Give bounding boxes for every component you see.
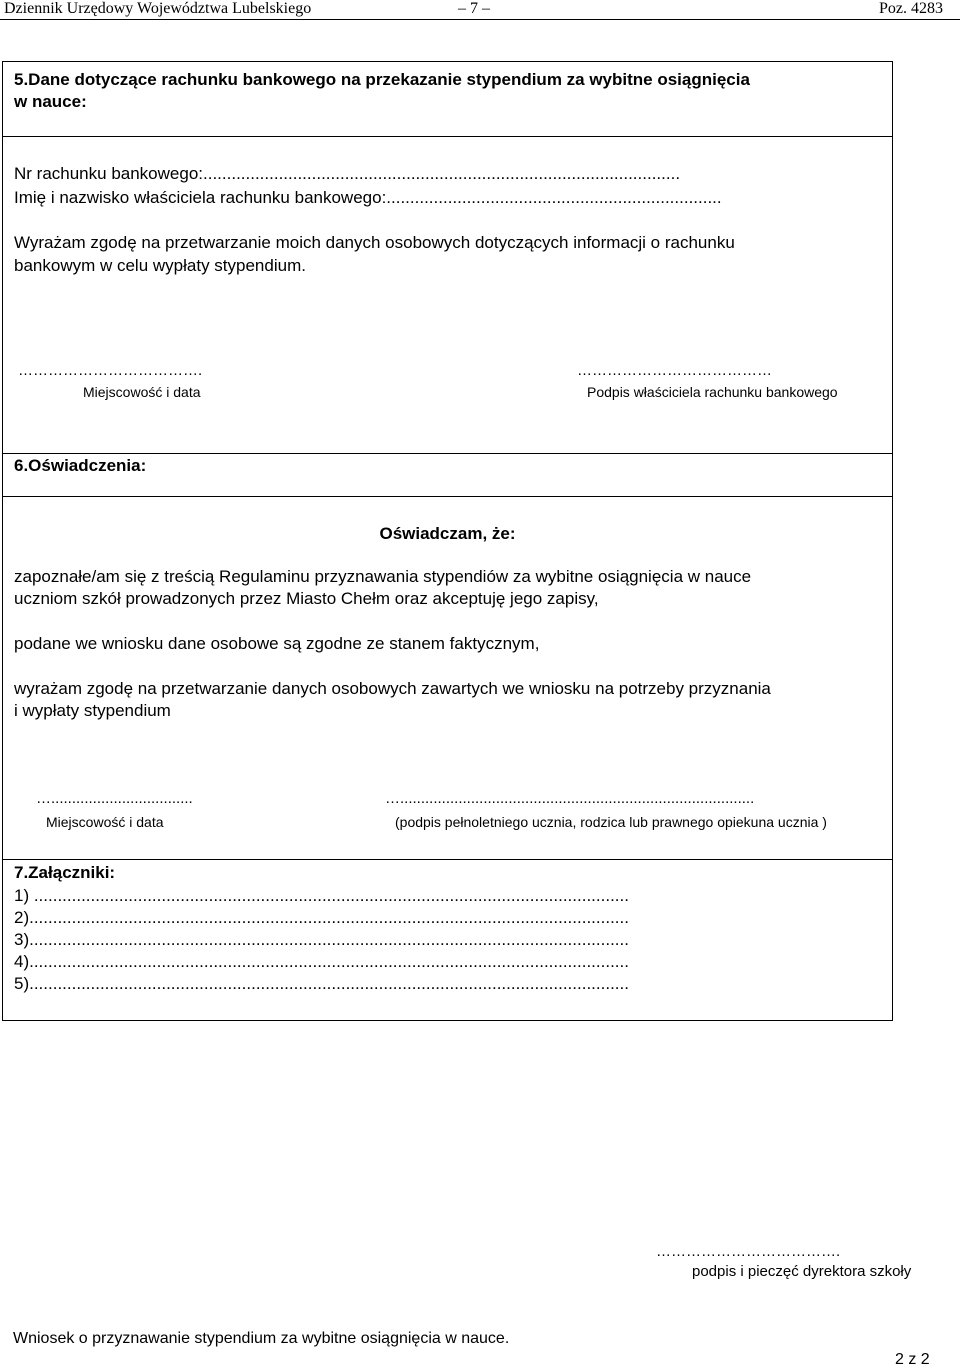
place-date-dots: ………………………………. [18, 362, 203, 379]
bank-consent-text-cont: bankowym w celu wypłaty stypendium. [14, 256, 306, 275]
owner-signature-dots: ………………………………… [577, 362, 772, 379]
section7-box [2, 859, 893, 1021]
position-number: Poz. 4283 [879, 0, 943, 17]
bank-consent-text: Wyrażam zgodę na przetwarzanie moich danych osobowych dotyczących informacji o rachunku [14, 233, 735, 252]
attachment-item-4: 4)............................................................................................................................... [14, 952, 629, 971]
section5-body-box [2, 136, 893, 454]
student-signature-label: (podpis pełnoletniego ucznia, rodzica lub prawnego opiekuna ucznia ) [395, 814, 827, 830]
section5-title: 5.Dane dotyczące rachunku bankowego na przekazanie stypendium za wybitne osiągnięcia [14, 70, 750, 89]
attachment-item-2: 2)............................................................................................................................... [14, 908, 629, 927]
place-date-dots-2: ….................................. [36, 790, 193, 807]
statement-consent-cont: i wypłaty stypendium [14, 701, 171, 720]
director-signature-label: podpis i pieczęć dyrektora szkoły [692, 1263, 912, 1280]
journal-header [0, 0, 960, 24]
section6-body-box [2, 496, 893, 860]
owner-signature-label: Podpis właściciela rachunku bankowego [587, 384, 838, 400]
attachment-item-5: 5)............................................................................................................................... [14, 974, 629, 993]
section6-title: 6.Oświadczenia: [14, 456, 147, 475]
attachment-item-3: 3)............................................................................................................................... [14, 930, 629, 949]
statement-regulations-cont: uczniom szkół prowadzonych przez Miasto Chełm oraz akceptuję jego zapisy, [14, 589, 599, 608]
header-rule [0, 19, 960, 20]
footer-page-number: 2 z 2 [895, 1351, 930, 1368]
statement-consent: wyrażam zgodę na przetwarzanie danych osobowych zawartych we wniosku na potrzeby przyznania [14, 679, 771, 698]
account-number-field: Nr rachunku bankowego:..................................................................................................... [14, 164, 681, 183]
section6-title-box [2, 453, 893, 497]
place-date-label-2: Miejscowość i data [46, 814, 164, 830]
journal-title: Dziennik Urzędowy Województwa Lubelskiego [4, 0, 312, 17]
page-number-header: – 7 – [458, 0, 490, 17]
statement-regulations: zapoznałe/am się z treścią Regulaminu przyznawania stypendiów za wybitne osiągnięcia w nauce [14, 567, 752, 586]
statement-data-accuracy: podane we wniosku dane osobowe są zgodne ze stanem faktycznym, [14, 634, 540, 653]
section7-title: 7.Załączniki: [14, 863, 116, 882]
director-signature-dots: ………………………………. [656, 1243, 841, 1260]
student-signature-dots: …..................................................................................... [385, 790, 755, 807]
place-date-label: Miejscowość i data [83, 384, 201, 400]
footer-text: Wniosek o przyznawanie stypendium za wybitne osiągnięcia w nauce. [13, 1330, 510, 1347]
declaration-heading: Oświadczam, że: [379, 524, 516, 543]
account-owner-field: Imię i nazwisko właściciela rachunku bankowego:....................................................................... [14, 188, 722, 207]
attachment-item-1: 1) .............................................................................................................................. [14, 886, 629, 905]
section5-title-box [2, 61, 893, 137]
section5-title-cont: w nauce: [14, 92, 87, 111]
